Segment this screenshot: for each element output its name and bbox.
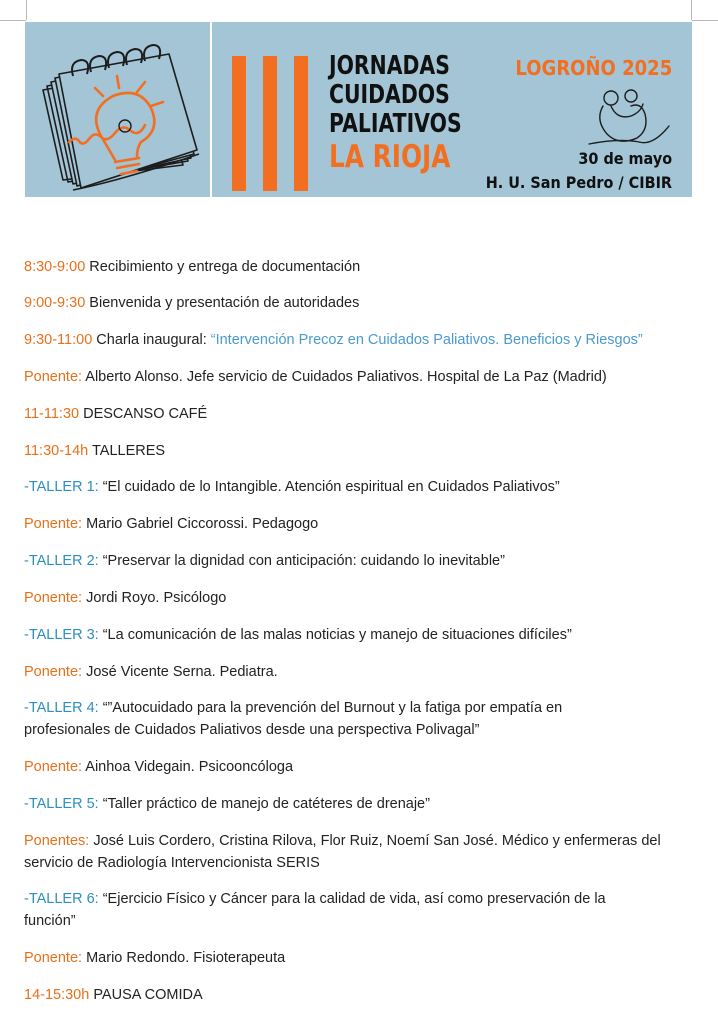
crop-mark-left-vertical (26, 0, 27, 20)
speaker-label: Ponente: (24, 369, 83, 385)
agenda-speaker-w1 (24, 513, 318, 535)
speaker-label: Ponente: (24, 516, 83, 532)
speaker-names: José Luis Cordero, Cristina Rilova, Flor Ruiz, Noemí San José. Médico y enfermeras del servicio de Radiología Intervencionista SERIS (24, 833, 661, 871)
agenda-item-welcome (24, 292, 359, 314)
title-line-cuidados: CUIDADOS (329, 80, 450, 110)
speaker-name: Alberto Alonso. Jefe servicio de Cuidados Paliativos. Hospital de La Paz (Madrid) (82, 369, 607, 385)
item-text: PAUSA COMIDA (89, 987, 203, 1003)
notebook-lightbulb-logo (33, 30, 218, 195)
city-year: LOGROÑO 2025 (515, 56, 672, 80)
speaker-name: Mario Gabriel Ciccorossi. Pedagogo (82, 516, 319, 532)
speaker-label: Ponente: (24, 759, 83, 775)
agenda-speakers-w5 (24, 830, 684, 874)
title-region: LA RIOJA (329, 139, 451, 175)
agenda-item-reception (24, 256, 360, 278)
speaker-name: Ainhoa Videgain. Psicooncóloga (82, 759, 294, 775)
crop-mark-right-vertical (691, 0, 692, 20)
agenda-item-inaugural-talk (24, 329, 643, 351)
crop-mark-right-horizontal (692, 20, 718, 21)
event-banner (25, 22, 692, 197)
speaker-label: Ponente: (24, 664, 83, 680)
time-slot: 9:00-9:30 (24, 295, 86, 311)
item-text: Charla inaugural: (92, 332, 211, 348)
agenda-speaker-w2 (24, 587, 226, 609)
agenda-item-coffee-break (24, 403, 207, 425)
agenda-workshop-2 (24, 550, 505, 572)
agenda-speaker-w6 (24, 947, 285, 969)
crop-mark-left-horizontal (0, 20, 26, 21)
time-slot: 14-15:30h (24, 987, 90, 1003)
time-slot: 11-11:30 (24, 406, 80, 422)
workshop-title: “Ejercicio Físico y Cáncer para la calidad de vida, así como preservación de la función” (24, 891, 606, 929)
speaker-label: Ponente: (24, 590, 83, 606)
speaker-name: Jordi Royo. Psicólogo (82, 590, 227, 606)
workshop-title: “La comunicación de las malas noticias y manejo de situaciones difíciles” (98, 627, 572, 643)
workshop-tag: -TALLER 2: (24, 553, 99, 569)
banner-divider (210, 22, 212, 197)
speaker-label: Ponente: (24, 950, 83, 966)
agenda-item-lunch (24, 984, 203, 1006)
event-venue: H. U. San Pedro / CIBIR (485, 173, 672, 192)
agenda-workshop-4 (24, 697, 614, 741)
caregiver-hug-icon (585, 84, 677, 152)
agenda-speaker-w4 (24, 756, 293, 778)
speaker-name: Mario Redondo. Fisioterapeuta (82, 950, 286, 966)
workshop-tag: -TALLER 1: (24, 479, 99, 495)
agenda-workshop-3 (24, 624, 572, 646)
item-text: Bienvenida y presentación de autoridades (85, 295, 360, 311)
workshop-title: “Taller práctico de manejo de catéteres de drenaje” (98, 796, 430, 812)
item-text: DESCANSO CAFÉ (79, 406, 208, 422)
workshop-tag: -TALLER 3: (24, 627, 99, 643)
workshop-tag: -TALLER 6: (24, 891, 99, 907)
agenda-workshop-5 (24, 793, 430, 815)
title-line-paliativos: PALIATIVOS (329, 109, 462, 139)
speaker-label: Ponentes: (24, 833, 90, 849)
agenda-item-workshops (24, 440, 165, 462)
agenda-speaker-1 (24, 366, 607, 388)
workshop-title: “Preservar la dignidad con anticipación: cuidando lo inevitable” (98, 553, 505, 569)
time-slot: 11:30-14h (24, 443, 89, 459)
event-title (329, 52, 462, 175)
item-text: Recibimiento y entrega de documentación (85, 259, 361, 275)
workshop-title: “El cuidado de lo Intangible. Atención espiritual en Cuidados Paliativos” (98, 479, 560, 495)
workshop-tag: -TALLER 4: (24, 700, 99, 716)
workshop-tag: -TALLER 5: (24, 796, 99, 812)
workshop-title: “”Autocuidado para la prevención del Burnout y la fatiga por empatía en profesionales de Cuidados Paliativos desde una perspectiva Polivagal” (24, 700, 563, 738)
title-line-jornadas: JORNADAS (329, 51, 450, 81)
agenda-workshop-6 (24, 888, 654, 932)
agenda-speaker-w3 (24, 661, 278, 683)
speaker-name: José Vicente Serna. Pediatra. (82, 664, 278, 680)
time-slot: 9:30-11:00 (24, 332, 93, 348)
talk-title: “Intervención Precoz en Cuidados Paliativos. Beneficios y Riesgos” (210, 332, 643, 348)
agenda-workshop-1 (24, 476, 560, 498)
time-slot: 8:30-9:00 (24, 259, 86, 275)
event-date: 30 de mayo (578, 149, 672, 168)
item-text: TALLERES (88, 443, 166, 459)
